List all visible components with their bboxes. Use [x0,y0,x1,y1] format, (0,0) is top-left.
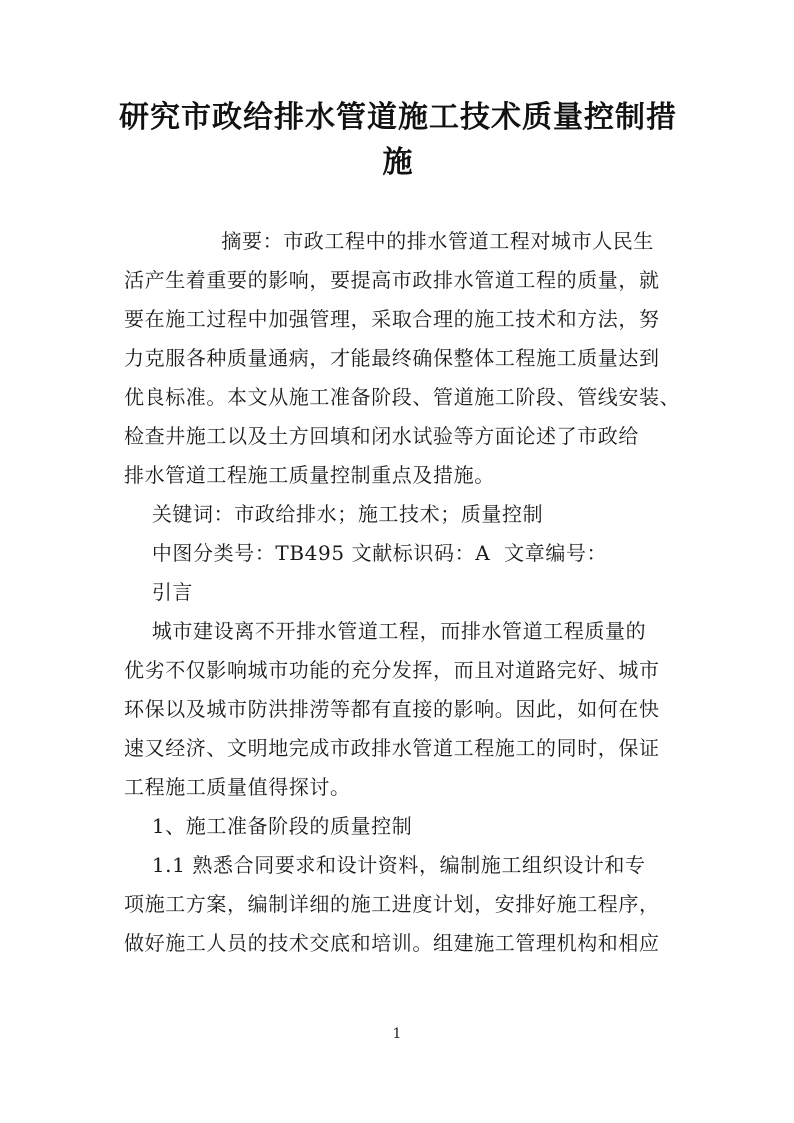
abstract-line-6: 检查井施工以及土方回填和闭水试验等方面论述了市政给 [124,424,639,448]
document-title-line-1: 研究市政给排水管道施工技术质量控制措 [119,100,677,135]
abstract-line-4: 力克服各种质量通病，才能最终确保整体工程施工质量达到 [124,346,660,370]
abstract-line-2: 活产生着重要的影响，要提高市政排水管道工程的质量，就 [124,268,660,292]
abstract-line-3: 要在施工过程中加强管理，采取合理的施工技术和方法，努 [124,307,660,331]
document-body [124,222,680,963]
introduction-line-3: 环保以及城市防洪排涝等都有直接的影响。因此，如何在快 [124,697,660,721]
page-number: 1 [392,1026,402,1042]
section-1-heading: 1、施工准备阶段的质量控制 [124,814,413,838]
classification-line: 中图分类号：TB495 文献标识码：A 文章编号： [124,541,608,565]
introduction-line-2: 优劣不仅影响城市功能的充分发挥，而且对道路完好、城市 [124,658,660,682]
keywords-line: 关键词：市政给排水；施工技术；质量控制 [124,502,544,526]
section-1-1-line-1: 1.1 熟悉合同要求和设计资料，编制施工组织设计和专 [124,853,646,877]
document-title-line-2: 施 [382,145,414,180]
introduction-line-4: 速又经济、文明地完成市政排水管道工程施工的同时，保证 [124,736,660,760]
introduction-line-5: 工程施工质量值得探讨。 [124,775,351,799]
introduction-line-1: 城市建设离不开排水管道工程，而排水管道工程质量的 [124,619,647,643]
section-1-1-line-3: 做好施工人员的技术交底和培训。组建施工管理机构和相应 [124,931,660,955]
abstract-line-1: 摘要：市政工程中的排水管道工程对城市人民生 [124,229,655,253]
introduction-heading: 引言 [124,580,194,604]
abstract-line-7: 排水管道工程施工质量控制重点及措施。 [124,463,495,487]
section-1-1-line-2: 项施工方案，编制详细的施工进度计划，安排好施工程序， [124,892,660,916]
abstract-line-5: 优良标准。本文从施工准备阶段、管道施工阶段、管线安装、 [124,385,681,409]
